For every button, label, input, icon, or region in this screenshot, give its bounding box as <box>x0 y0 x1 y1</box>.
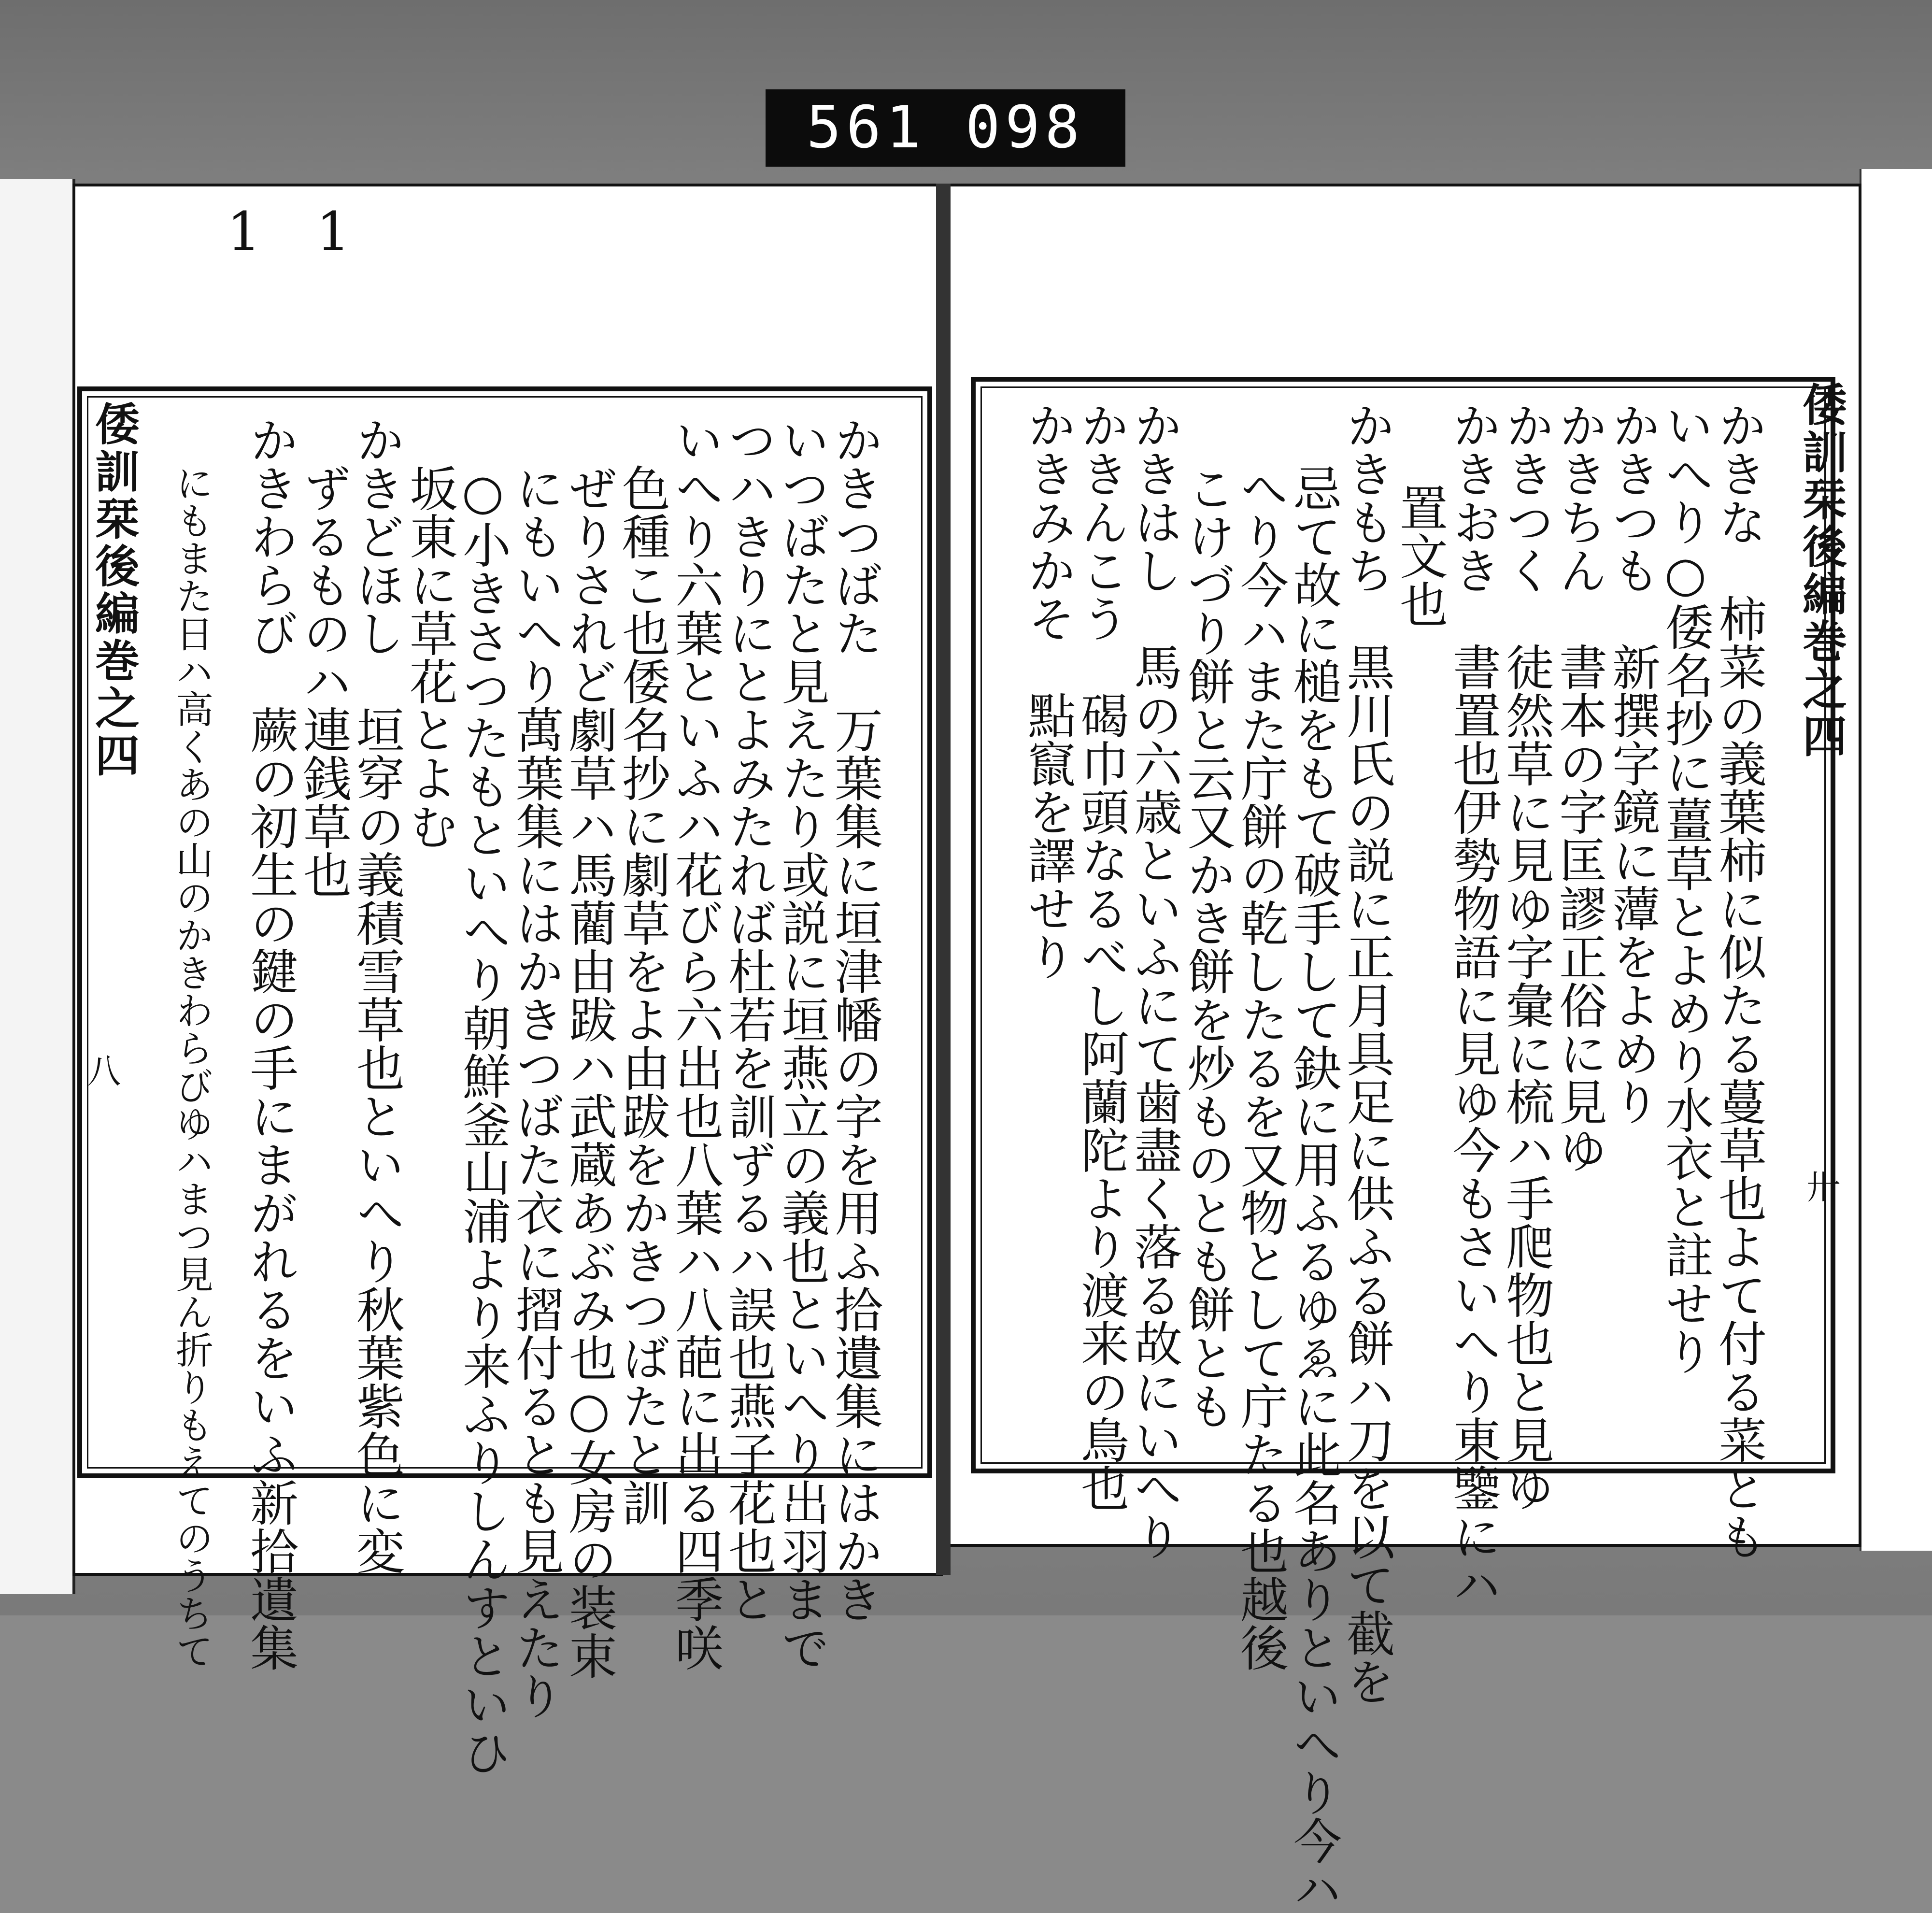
text-column: かきみかそ 點竄を譯せり <box>1020 401 1076 981</box>
text-column: かきわらび 蕨の初生の鍵の手にまがれるをいふ新拾遺集 <box>242 415 298 1671</box>
left-margin-title: 倭訓栞後編巻之四 <box>88 401 140 780</box>
text-column: ぜりされど劇草ハ馬藺由跋ハ武蔵あぶみ也○女房の装束 <box>561 464 617 1680</box>
text-column: ずるものハ連銭草也 <box>295 464 352 899</box>
call-number-label: 561 098 <box>766 89 1125 167</box>
text-column: かきおき 書置也伊勢物語に見ゆ今もさいへり東鑒にハ <box>1445 401 1501 1609</box>
text-column: いへり六葉といふハ花びら六出也八葉ハ八葩に出る四季咲 <box>667 415 724 1671</box>
page-mark: 1 1 <box>227 200 369 262</box>
text-column: いへり○倭名抄に薑草とよめり水衣と註せり <box>1657 401 1714 1375</box>
text-column: にもまた日ハ高くあの山のかきわらびゆハまつ見ん折りもえてのうちて <box>170 464 213 1670</box>
right-margin-title: 倭訓栞後編巻之四 <box>1795 382 1847 760</box>
text-column: こけづり餅と云又かき餅を炒ものとも餅とも <box>1179 464 1236 1430</box>
text-column: かきんこう 碣巾頭なるべし阿蘭陀より渡来の鳥也 <box>1073 401 1129 1512</box>
text-column: かきつばた 万葉集に垣津幡の字を用ふ拾遺集にはかき <box>826 415 883 1623</box>
text-column: かきつく 徒然草に見ゆ字彙に梳ハ手爬物也と見ゆ <box>1498 401 1554 1512</box>
text-column: へり今ハまた庁餅の乾したるを又物として庁たる也越後 <box>1232 464 1289 1671</box>
book-gutter <box>936 184 951 1575</box>
left-folio: 八 <box>82 1053 121 1087</box>
text-column: かきはし 馬の六歳といふにて歯盡く落る故にいへり <box>1126 401 1182 1560</box>
text-column: かきつも 新撰字鏡に藫をよめり <box>1604 401 1661 1126</box>
text-column: 忌て故に槌をもて破手して鈌に用ふるゆゑに此名ありといへり今ハ <box>1285 464 1342 1913</box>
text-column: かきもち 黒川氏の説に正月具足に供ふる餅ハ刀を以て截を <box>1338 401 1395 1705</box>
text-column: かきちん 書本の字匡謬正俗に見ゆ <box>1551 401 1607 1174</box>
text-column: つハきりにとよみたれば杜若を訓ずるハ誤也燕子花也と <box>720 415 777 1623</box>
text-column: かきどほし 垣穿の義積雪草也といへり秋葉紫色に変 <box>348 415 405 1575</box>
text-column: いつばたと見えたり或説に垣燕立の義也といへり出羽まで <box>773 415 830 1671</box>
text-column: 坂東に草花とよむ <box>401 464 458 850</box>
text-column: 置文也 <box>1392 483 1448 628</box>
text-column: 色種こ也倭名抄に劇草をよ由跋をかきつばたと訓 <box>614 464 670 1527</box>
text-column: にもいへり萬葉集にはかきつばた衣に摺付るとも見えたり <box>508 464 564 1720</box>
right-folio: 卅 <box>1801 1169 1841 1203</box>
text-column: かきな 柿菜の義葉柿に似たる蔓草也よて付る菜とも <box>1710 401 1767 1560</box>
book-edge-left <box>0 179 75 1594</box>
text-column: ○小きさつたもといへり朝鮮釜山浦より来ふりしんすといひ <box>455 464 511 1776</box>
book-edge-right <box>1860 169 1932 1551</box>
